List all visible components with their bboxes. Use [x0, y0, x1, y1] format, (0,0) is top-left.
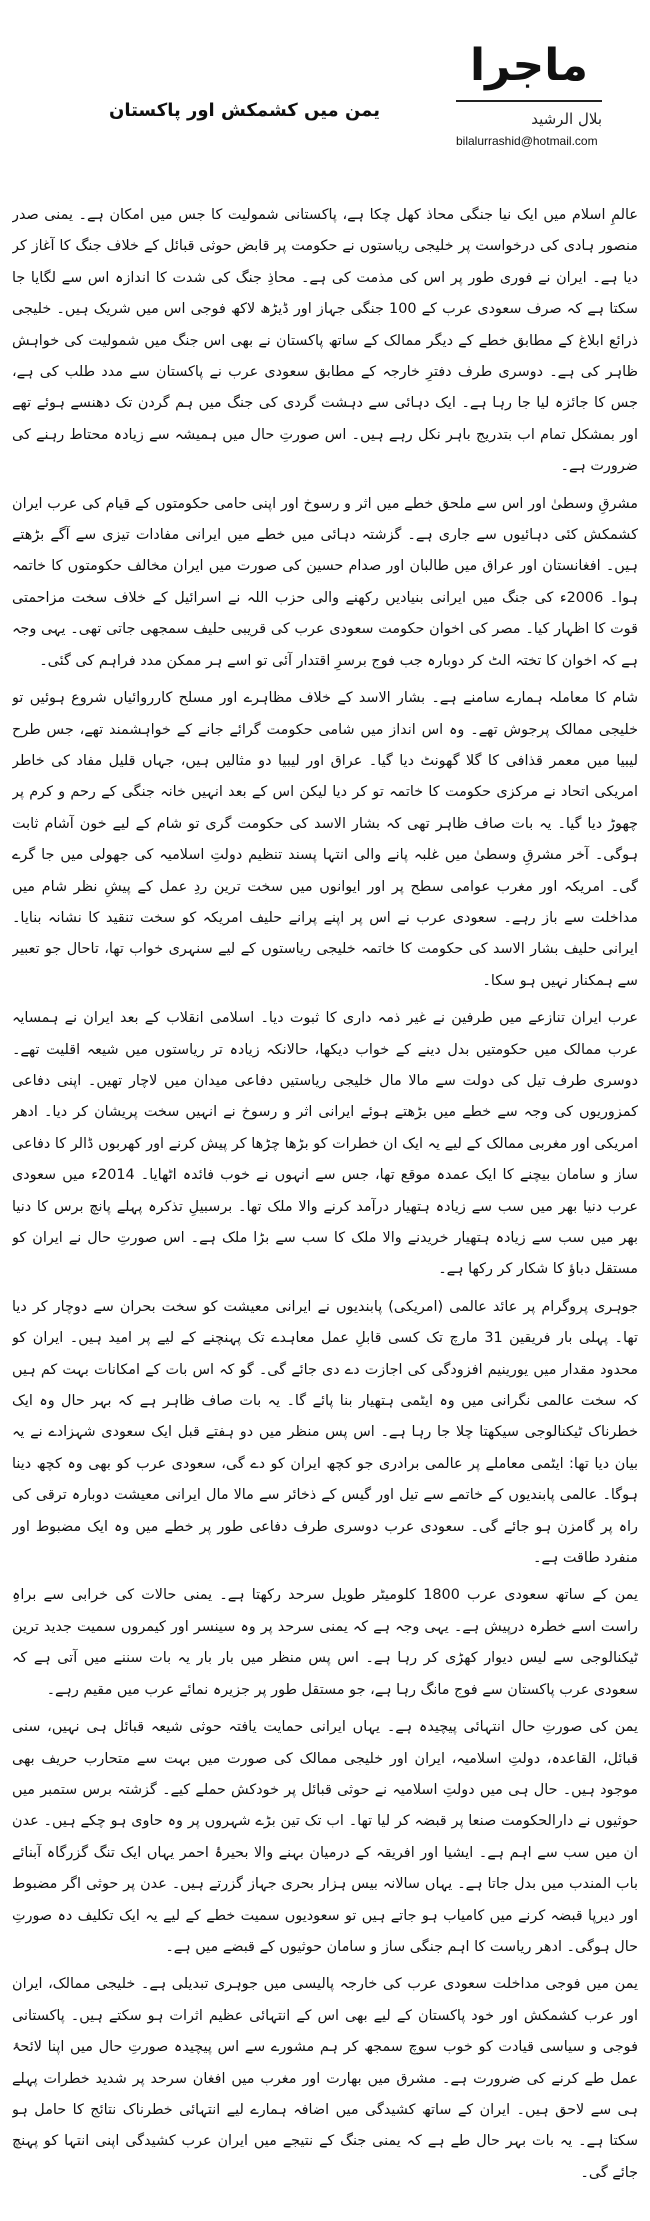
masthead-divider	[456, 100, 602, 102]
article-paragraph: یمن کے ساتھ سعودی عرب 1800 کلومیٹر طویل سرحد رکھتا ہے۔ یمنی حالات کی خرابی سے براہِ راست اسے خطرہ درپیش ہے۔ یہی وجہ ہے کہ یمنی سرحد پر وہ سینسر اور کیمروں سمیت جدید ترین ٹیکنالوجی سے لیس دیوار کھڑی کر رہا ہے۔ اس پس منظر میں بار بار یہ بات سننے میں آتی ہے کہ سعودی عرب پاکستان سے فوج مانگ رہا ہے، جو مستقل طور پر جزیرہ نمائے عرب میں مقیم رہے۔	[12, 1587, 638, 1698]
article-paragraph: شام کا معاملہ ہمارے سامنے ہے۔ بشار الاسد کے خلاف مظاہرے اور مسلح کارروائیاں شروع ہوئیں تو خلیجی ممالک پرجوش تھے۔ وہ اس انداز میں شامی حکومت گرائے جانے کے خواہشمند تھے، جس طرح لیبیا میں معمر قذافی کا گلا گھونٹ دیا گیا۔ عراق اور لیبیا دو مثالیں ہیں، جہاں قلیل مفاد کی خاطر امریکی اتحاد نے مرکزی حکومت کا خاتمہ تو کر دیا لیکن اس کے بعد انہیں خانہ جنگی کے رحم و کرم پر چھوڑ دیا گیا۔ یہ بات صاف ظاہر تھی کہ بشار الاسد کی حکومت گری تو شام کے لیے خون آشام ثابت ہوگی۔ آخر مشرقِ وسطیٰ میں غلبہ پانے والی انتہا پسند تنظیم دولتِ اسلامیہ کی جھولی میں جا گرے گی۔ امریکہ اور مغرب عوامی سطح پر اور ایوانوں میں سخت ترین ردِ عمل کے پیشِ نظر شام میں مداخلت سے باز رہے۔ سعودی عرب نے اس پر اپنے پرانے حلیف امریکہ کو سخت تنقید کا نشانہ بنایا۔ ایرانی حلیف بشار الاسد کی حکومت کا خاتمہ خلیجی ریاستوں کے لیے سنہری خواب تھا، تاحال جو تعبیر سے ہمکنار نہیں ہو سکا۔	[12, 690, 638, 989]
article-paragraph: عرب ایران تنازعے میں طرفین نے غیر ذمہ داری کا ثبوت دیا۔ اسلامی انقلاب کے بعد ایران نے ہمسایہ عرب ممالک میں حکومتیں بدل دینے کے خواب دیکھا، حالانکہ زیادہ تر ریاستوں میں شیعہ اقلیت تھے۔ دوسری طرف تیل کی دولت سے مالا مال خلیجی ریاستیں دفاعی میدان میں لاچار تھیں۔ اپنی دفاعی کمزوریوں کی وجہ سے خطے میں بڑھتے ہوئے ایرانی اثر و رسوخ نے انہیں سخت پریشان کر دیا۔ ادھر امریکی اور مغربی ممالک کے لیے یہ ایک ان خطرات کو بڑھا چڑھا کر پیش کرنے اور کھربوں ڈالر کا دفاعی ساز و سامان بیچنے کا ایک عمدہ موقع تھا، جس سے انہوں نے خوب فائدہ اٹھایا۔ 2014ء میں سعودی عرب دنیا بھر میں سب سے زیادہ ہتھیار درآمد کرنے والا ملک تھا۔ برسبیلِ تذکرہ پہلے پانچ برس کا دنیا بھر میں سب سے زیادہ ہتھیار خریدنے والا ملک کا سب سے بڑا ملک ہے۔ اس صورتِ حال نے ایران کو مستقل دباؤ کا شکار کر رکھا ہے۔	[12, 1010, 638, 1278]
article-paragraph: عالمِ اسلام میں ایک نیا جنگی محاذ کھل چکا ہے، پاکستانی شمولیت کا جس میں امکان ہے۔ یمنی صدر منصور ہادی کی درخواست پر خلیجی ریاستوں نے حکومت پر قابض حوثی قبائل کے خلاف جنگ کا آغاز کر دیا ہے۔ ایران نے فوری طور پر اس کی مذمت کی ہے۔ محاذِ جنگ کی شدت کا اندازہ اس سے لگایا جا سکتا ہے کہ صرف سعودی عرب کے 100 جنگی جہاز اور ڈیڑھ لاکھ فوجی اس میں شریک ہیں۔ خلیجی ذرائع ابلاغ کے مطابق خطے کے دیگر ممالک کے ساتھ پاکستان نے بھی اس جنگ میں شمولیت کی خواہش ظاہر کی ہے۔ دوسری طرف دفترِ خارجہ کے مطابق سعودی عرب نے پاکستان سے مدد طلب کی ہے، جس کا جائزہ لیا جا رہا ہے۔ ایک دہائی سے دہشت گردی کی جنگ میں ہم گردن تک دھنسے ہوئے تھے اور بمشکل تمام اب بتدریج باہر نکل رہے ہیں۔ اس صورتِ حال میں ہمیشہ سے زیادہ محتاط رہنے کی ضرورت ہے۔	[12, 207, 638, 475]
article-paragraph: یمن میں فوجی مداخلت سعودی عرب کی خارجہ پالیسی میں جوہری تبدیلی ہے۔ خلیجی ممالک، ایران اور عرب کشمکش اور خود پاکستان کے لیے بھی اس کے انتہائی عظیم اثرات ہو سکتے ہیں۔ پاکستانی فوجی و سیاسی قیادت کو خوب سوچ سمجھ کر ہم مشورے سے اس پیچیدہ صورتِ حال میں اپنا لائحۂ عمل طے کرنے کی ضرورت ہے۔ مشرق میں بھارت اور مغرب میں افغان سرحد پر شدید خطرات پہلے ہی سے لاحق ہیں۔ ایران کے ساتھ کشیدگی میں اضافہ ہمارے لیے انتہائی خطرناک نتائج کا حامل ہو سکتا ہے۔ یہ بات بہر حال طے ہے کہ یمنی جنگ کے نتیجے میں ایران عرب کشیدگی اپنی انتہا کو پہنچ جائے گی۔	[12, 1976, 638, 2181]
article-headline: یمن میں کشمکش اور پاکستان	[108, 100, 380, 121]
article-paragraph: جوہری پروگرام پر عائد عالمی (امریکی) پابندیوں نے ایرانی معیشت کو سخت بحران سے دوچار کر دیا تھا۔ پہلی بار فریقین 31 مارچ تک کسی قابلِ عمل معاہدے تک پہنچنے کے لیے پر امید ہیں۔ ایران کو محدود مقدار میں یورینیم افزودگی کی اجازت دے دی جائے گی۔ گو کہ اس بات کے امکانات بہت کم ہیں کہ سخت عالمی نگرانی میں وہ ایٹمی ہتھیار بنا پائے گا۔ یہ بات صاف ظاہر ہے کہ بہر حال وہ ایک خطرناک ٹیکنالوجی سیکھتا چلا جا رہا ہے۔ اس پس منظر میں دو ہفتے قبل ایک سعودی شہزادے نے یہ بیان دیا تھا: ایٹمی معاملے پر عالمی برادری جو کچھ ایران کو دے گی، سعودی عرب کو بھی وہ کچھ دینا ہوگا۔ عالمی پابندیوں کے خاتمے سے تیل اور گیس کے ذخائر سے مالا مال ایرانی معیشت دوبارہ ترقی کی راہ پر گامزن ہو جائے گی۔ سعودی عرب دوسری طرف دفاعی طور پر خطے میں وہ ایک مضبوط اور منفرد طاقت ہے۔	[12, 1298, 638, 1567]
article-body	[12, 200, 638, 2210]
article-paragraph: یمن کی صورتِ حال انتہائی پیچیدہ ہے۔ یہاں ایرانی حمایت یافتہ حوثی شیعہ قبائل ہی نہیں، سنی قبائل، القاعدہ، دولتِ اسلامیہ، ایران اور خلیجی ممالک کی صورت میں بہت سے متحارب حریف بھی موجود ہیں۔ حال ہی میں دولتِ اسلامیہ نے حوثی قبائل پر خودکش حملے کیے۔ گزشتہ برس ستمبر میں حوثیوں نے دارالحکومت صنعا پر قبضہ کر لیا تھا۔ اب تک تین بڑے شہروں پر وہ حاوی ہو چکے ہیں۔ عدن ان میں سب سے اہم ہے۔ ایشیا اور افریقہ کے درمیان بہنے والا بحیرۂ احمر یہاں ایک تنگ گزرگاہ آبنائے باب المندب میں بدل جاتا ہے۔ یہاں سالانہ بیس ہزار بحری جہاز گزرتے ہیں۔ عدن پر حوثی اگر مضبوط اور دیرپا قبضہ کرنے میں کامیاب ہو جاتے ہیں تو سعودیوں سمیت خطے کے لیے یہ ایک تکلیف دہ صورتِ حال ہوگی۔ ادھر ریاست کا اہم جنگی ساز و سامان حوثیوں کے قبضے میں ہے۔	[12, 1719, 638, 1955]
author-email: bilalurrashid@hotmail.com	[456, 134, 598, 148]
article-paragraph: مشرقِ وسطیٰ اور اس سے ملحق خطے میں اثر و رسوخ اور اپنی حامی حکومتوں کے قیام کی عرب ایران کشمکش کئی دہائیوں سے جاری ہے۔ گزشتہ دہائی میں خطے میں ایرانی مفادات تیزی سے آگے بڑھتے ہیں۔ افغانستان اور عراق میں طالبان اور صدام حسین کی صورت میں ایران مخالف حکومتوں کا خاتمہ ہوا۔ 2006ء کی جنگ میں ایرانی بنیادیں رکھنے والی حزب اللہ نے اسرائیل کے خلاف سخت مزاحمتی قوت کا اظہار کیا۔ مصر کی اخوان حکومت سعودی عرب کی قریبی حلیف سمجھی جاتی تھی۔ یہی وجہ ہے کہ اخوان کا تختہ الٹ کر دوبارہ جب فوج برسرِ اقتدار آئی تو اسے ہر ممکن مدد فراہم کی گئی۔	[12, 495, 638, 669]
author-name: بلال الرشید	[531, 110, 602, 128]
column-masthead	[456, 40, 602, 150]
column-name: ماجرا	[470, 40, 588, 91]
column-header	[0, 0, 650, 195]
